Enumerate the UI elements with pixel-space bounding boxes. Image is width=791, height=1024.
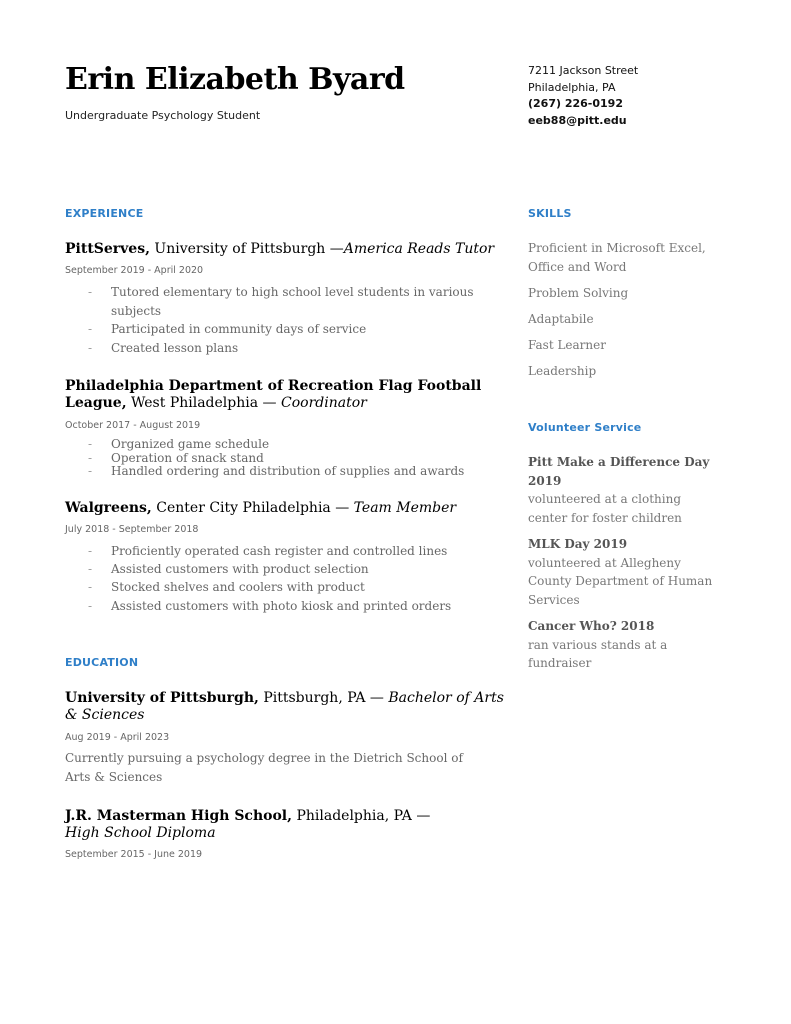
volunteer-description: volunteered at a clothing center for foster children (528, 492, 682, 525)
school-dates: Aug 2019 - April 2023 (65, 732, 170, 743)
volunteer-description: ran various stands at a fundraiser (528, 637, 668, 670)
job-location: Center City Philadelphia — (151, 500, 354, 516)
resume-subtitle: Undergraduate Psychology Student (65, 109, 261, 122)
school-title (65, 808, 465, 842)
skill-item: Problem Solving (528, 285, 629, 300)
job-org: Philadelphia Department of Recreation Flag Football League, (65, 378, 482, 411)
volunteer-title: MLK Day 2019 (528, 537, 628, 551)
job-bullet: - Organized game schedule (65, 438, 485, 452)
job-bullet: - Stocked shelves and coolers with product (65, 578, 485, 596)
school-description: Currently pursuing a psychology degree in the Dietrich School of Arts & Sciences (65, 751, 463, 784)
volunteer-title: Cancer Who? 2018 (528, 619, 655, 633)
job-role: Team Member (353, 500, 457, 516)
volunteer-list (528, 453, 713, 681)
contact-email: eeb88@pitt.edu (528, 113, 627, 127)
school-org: University of Pittsburgh, (65, 690, 259, 706)
volunteer-title: Pitt Make a Difference Day 2019 (528, 455, 710, 488)
job-bullets (65, 283, 485, 357)
contact-city: Philadelphia, PA (528, 80, 616, 94)
job-bullet: - Operation of snack stand (65, 452, 485, 466)
volunteer-item (528, 617, 713, 673)
job-bullets (65, 542, 485, 615)
job-bullet: - Proficiently operated cash register and controlled lines (65, 542, 485, 560)
job-dates: October 2017 - August 2019 (65, 420, 201, 431)
job-bullet: - Created lesson plans (65, 339, 485, 358)
skill-item: Proficient in Microsoft Excel, Office and Word (528, 241, 706, 274)
job-location: University of Pittsburgh — (149, 241, 344, 257)
job-location: West Philadelphia — (126, 395, 281, 411)
job-bullet: - Assisted customers with photo kiosk and printed orders (65, 597, 485, 615)
job-dates: September 2019 - April 2020 (65, 265, 204, 276)
resume-name: Erin Elizabeth Byard (65, 62, 405, 97)
job-bullet: - Handled ordering and distribution of supplies and awards (65, 465, 485, 479)
job-title (65, 500, 505, 517)
contact-street: 7211 Jackson Street (528, 64, 639, 77)
job-title (65, 241, 505, 258)
skills-list (528, 239, 713, 388)
skill-item: Fast Learner (528, 337, 606, 352)
volunteer-description: volunteered at Allegheny County Department of Human Services (528, 555, 713, 607)
school-org: J.R. Masterman High School, (65, 808, 293, 824)
job-bullets (65, 438, 485, 479)
skill-item: Adaptabile (528, 311, 594, 326)
school-title (65, 690, 505, 724)
job-org: PittServes, (65, 241, 150, 257)
job-dates: July 2018 - September 2018 (65, 524, 199, 535)
job-role: America Reads Tutor (343, 241, 495, 257)
experience-heading: EXPERIENCE (65, 207, 144, 220)
education-heading: EDUCATION (65, 656, 139, 669)
school-degree: Bachelor of Arts & Sciences (65, 690, 504, 723)
volunteer-item (528, 535, 713, 609)
contact-phone: (267) 226-0192 (528, 97, 623, 110)
skills-heading: SKILLS (528, 207, 572, 220)
job-org: Walgreens, (65, 500, 152, 516)
volunteer-heading: Volunteer Service (528, 421, 642, 434)
school-degree: High School Diploma (65, 825, 216, 841)
school-dates: September 2015 - June 2019 (65, 849, 203, 860)
job-title (65, 378, 505, 412)
job-bullet: - Participated in community days of service (65, 320, 485, 339)
job-bullet: - Tutored elementary to high school level students in various subjects (65, 283, 485, 320)
school-location: Pittsburgh, PA — (258, 690, 389, 706)
volunteer-item (528, 453, 713, 527)
job-bullet: - Assisted customers with product selection (65, 560, 485, 578)
skill-item: Leadership (528, 363, 597, 378)
job-role: Coordinator (281, 395, 367, 411)
school-location: Philadelphia, PA — (292, 808, 431, 824)
contact-block (528, 63, 638, 129)
